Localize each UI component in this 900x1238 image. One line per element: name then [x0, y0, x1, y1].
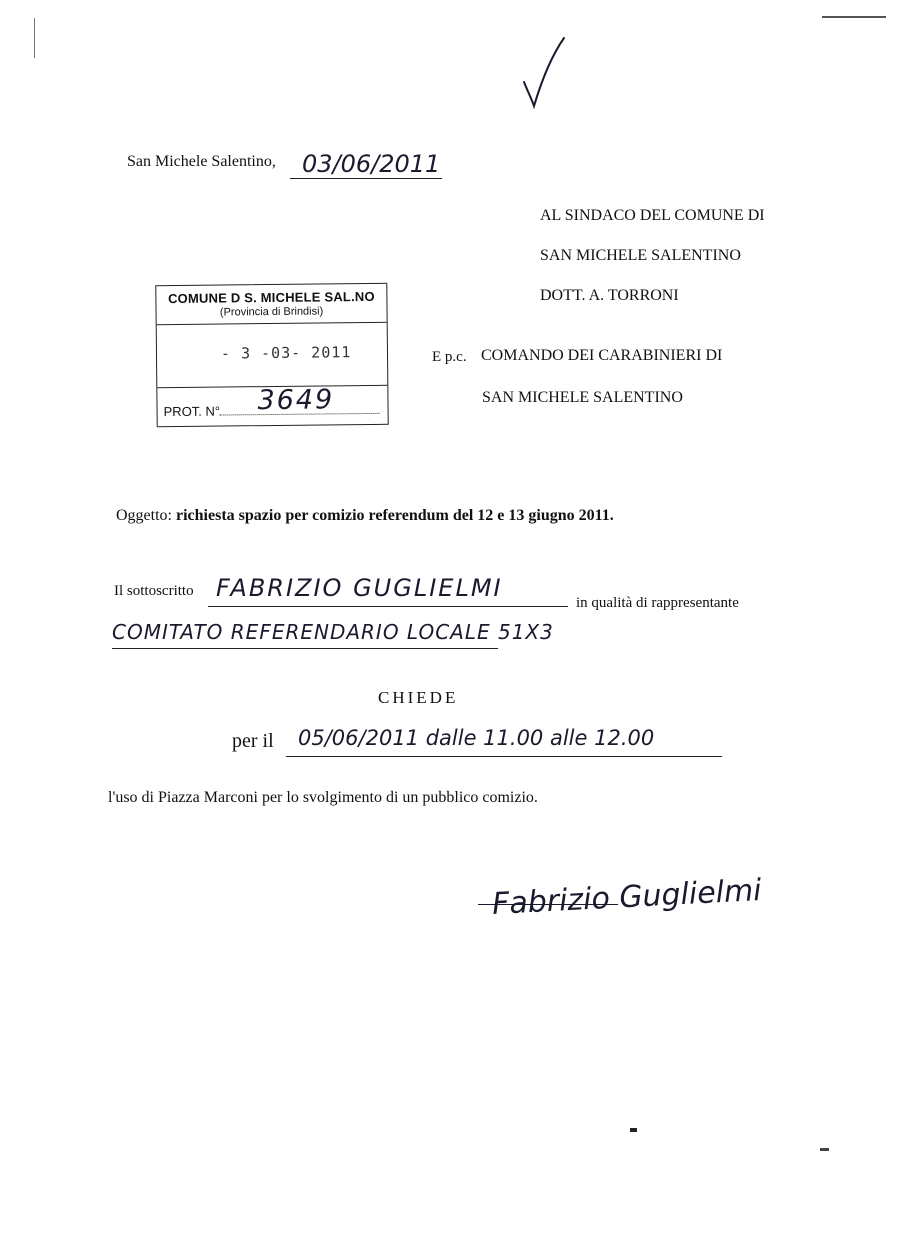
scan-mark-top-left — [34, 18, 35, 58]
cc-line-2: SAN MICHELE SALENTINO — [482, 389, 683, 406]
cc-line-1: COMANDO DEI CARABINIERI DI — [481, 347, 723, 364]
committee-underline — [112, 648, 498, 649]
stamp-prot-label: PROT. N° — [163, 403, 221, 420]
undersigned-name: FABRIZIO GUGLIELMI — [216, 574, 503, 602]
subject-label: Oggetto: — [116, 507, 172, 524]
protocol-stamp — [155, 283, 388, 427]
scan-mark-top-right — [822, 16, 886, 18]
chiede-heading: CHIEDE — [378, 688, 459, 707]
scan-speck-1 — [630, 1128, 637, 1132]
handwritten-date: 03/06/2011 — [302, 150, 441, 178]
stamp-date-area — [157, 323, 388, 388]
recipient-line-2: SAN MICHELE SALENTINO — [540, 247, 741, 264]
cc-prefix: E p.c. — [432, 349, 467, 365]
stamp-prot-number: 3649 — [257, 384, 335, 417]
stamp-header — [156, 284, 386, 325]
place-label: San Michele Salentino, — [127, 153, 276, 170]
undersigned-label: Il sottoscritto — [114, 583, 194, 599]
date-time-handwritten: 05/06/2011 dalle 11.00 alle 12.00 — [298, 726, 655, 750]
stamp-protocol-area — [157, 386, 387, 426]
per-il-label: per il — [232, 730, 274, 752]
subject-text: richiesta spazio per comizio referendum del 12 e 13 giugno 2011. — [176, 507, 614, 524]
stamp-title: COMUNE D S. MICHELE SAL.NO — [167, 288, 375, 307]
date-time-underline — [286, 756, 722, 757]
committee-name: COMITATO REFERENDARIO LOCALE 51X3 — [112, 620, 554, 644]
stamp-subtitle: (Provincia di Brindisi) — [219, 305, 324, 319]
closing-sentence: l'uso di Piazza Marconi per lo svolgimento di un pubblico comizio. — [108, 789, 538, 806]
check-mark-icon — [518, 34, 568, 110]
recipient-line-3: DOTT. A. TORRONI — [540, 287, 679, 304]
signature-strike — [478, 904, 618, 905]
capacity-label: in qualità di rappresentante — [576, 595, 739, 611]
date-underline — [290, 178, 442, 179]
signature: Fabrizio Guglielmi — [491, 872, 763, 923]
stamp-date: - 3 -03- 2011 — [220, 343, 352, 363]
name-underline — [208, 606, 568, 607]
scan-speck-2 — [820, 1148, 829, 1151]
recipient-line-1: AL SINDACO DEL COMUNE DI — [540, 207, 765, 224]
subject-line — [116, 507, 614, 525]
